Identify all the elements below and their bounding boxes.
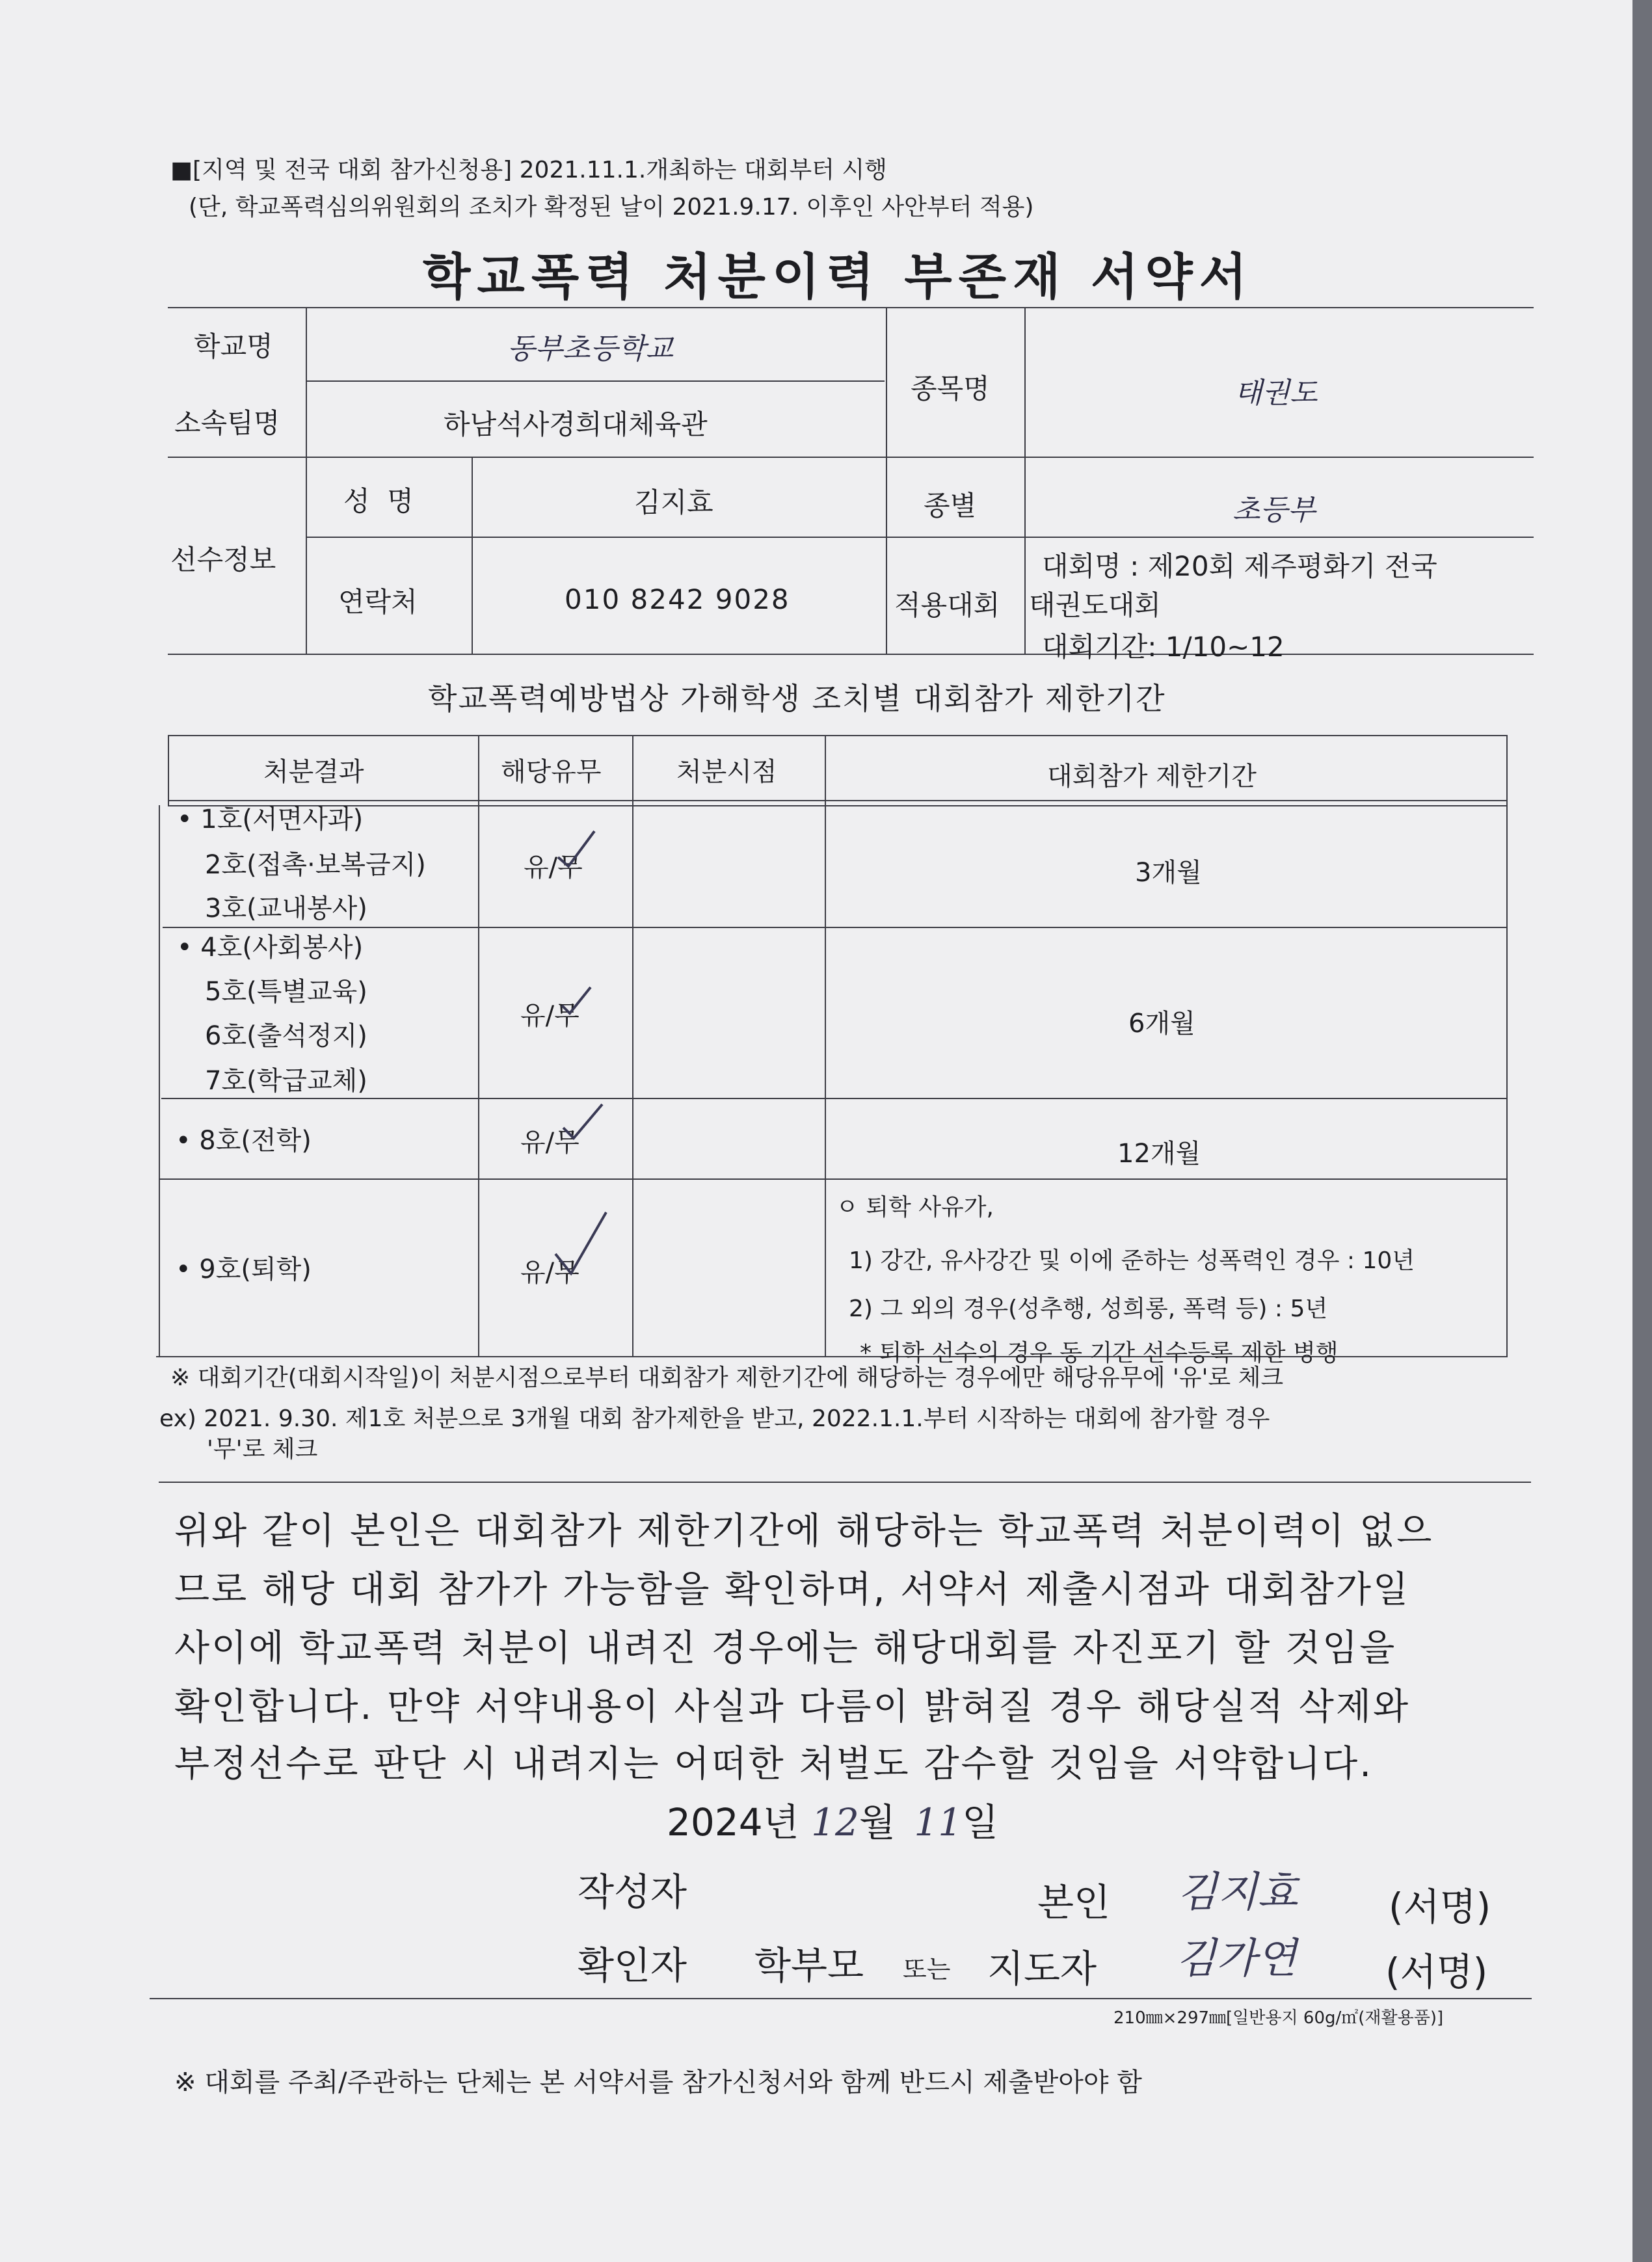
col-header-result: 처분결과	[263, 757, 364, 787]
parent-label: 학부모	[754, 1943, 864, 1988]
coach-label: 지도자	[987, 1947, 1097, 1991]
row2-result-line4: 7호(학급교체)	[205, 1066, 367, 1096]
header-line-1: ■[지역 및 전국 대회 참가신청용] 2021.11.1.개최하는 대회부터 시행	[170, 157, 887, 183]
date-year: 2024	[667, 1800, 763, 1844]
col-header-disposition-date: 처분시점	[676, 757, 777, 787]
note-1: ※ 대회기간(대회시작일)이 처분시점으로부터 대회참가 제한기간에 해당하는 경우에만 해당유무에 '유'로 체크	[170, 1364, 1284, 1391]
event-label: 종목명	[911, 373, 990, 405]
pledge-line-1: 위와 같이 본인은 대회참가 제한기간에 해당하는 학교폭력 처분이력이 없으	[174, 1510, 1434, 1552]
row1-result-line2: 2호(접촉·보복금지)	[205, 850, 426, 880]
row1-yes-no: 유/무	[524, 853, 583, 883]
row4-yes-no: 유/무	[520, 1258, 580, 1288]
writer-label: 작성자	[578, 1870, 687, 1914]
row2-result-line1: • 4호(사회봉사)	[177, 933, 364, 963]
self-label: 본인	[1037, 1880, 1111, 1924]
row4-period-line1: ㅇ 퇴학 사유가,	[836, 1194, 994, 1221]
competition-label: 적용대회	[894, 589, 1000, 621]
note-3: '무'로 체크	[207, 1436, 318, 1463]
self-sign-mark: (서명)	[1389, 1885, 1491, 1929]
pledge-line-2: 므로 해당 대회 참가가 가능함을 확인하며, 서약서 제출시점과 대회참가일	[174, 1569, 1411, 1611]
date-day-suffix: 일	[962, 1800, 999, 1844]
competition-name-line1: 대회명 : 제20회 제주평화기 전국	[1042, 550, 1437, 582]
name-label: 성 명	[343, 485, 414, 517]
coach-sign-mark: (서명)	[1385, 1950, 1488, 1994]
row3-check-mark	[561, 1099, 606, 1145]
division-label: 종별	[924, 490, 977, 522]
competition-name-line2: 태권도대회	[1029, 589, 1161, 621]
row4-check-mark	[552, 1208, 610, 1280]
event-value: 태권도	[1234, 377, 1318, 410]
footer-note: ※ 대회를 주최/주관하는 단체는 본 서약서를 참가신청서와 함께 반드시 제출받아야 함	[174, 2068, 1142, 2097]
date-year-suffix: 년	[762, 1800, 799, 1844]
self-signature: 김지효	[1177, 1869, 1298, 1917]
team-label: 소속팀명	[174, 407, 280, 439]
row1-check-mark	[554, 827, 600, 873]
coach-signature: 김가연	[1176, 1935, 1297, 1983]
row1-result-line1: • 1호(서면사과)	[177, 805, 364, 834]
date-day: 11	[914, 1800, 963, 1844]
row4-period-line4: * 퇴학 선수의 경우 동 기간 선수등록 제한 병행	[860, 1340, 1339, 1366]
restriction-subtitle: 학교폭력예방법상 가해학생 조치별 대회참가 제한기간	[428, 681, 1166, 716]
competition-period: 대회기간: 1/10~12	[1042, 631, 1285, 663]
name-value: 김지효	[634, 486, 713, 518]
confirmer-label: 확인자	[578, 1943, 687, 1988]
col-header-restriction-period: 대회참가 제한기간	[1047, 762, 1257, 792]
row1-result-line3: 3호(교내봉사)	[205, 894, 367, 924]
row2-result-line2: 5호(특별교육)	[205, 977, 367, 1007]
row3-result: • 8호(전학)	[176, 1126, 312, 1156]
pledge-line-4: 확인합니다. 만약 서약내용이 사실과 다름이 밝혀질 경우 해당실적 삭제와	[174, 1686, 1411, 1728]
col-header-applicable: 해당유무	[501, 757, 602, 787]
pledge-line-3: 사이에 학교폭력 처분이 내려진 경우에는 해당대회를 자진포기 할 것임을	[174, 1627, 1397, 1670]
row2-yes-no: 유/무	[520, 1001, 580, 1031]
paper-spec: 210㎜×297㎜[일반용지 60g/㎡(재활용품)]	[1113, 2008, 1444, 2028]
date-month: 12	[811, 1800, 859, 1844]
contact-label: 연락처	[338, 586, 418, 618]
row3-yes-no: 유/무	[520, 1128, 580, 1158]
pledge-line-5: 부정선수로 판단 시 내려지는 어떠한 처벌도 감수할 것임을 서약합니다.	[174, 1743, 1373, 1785]
row4-period-line3: 2) 그 외의 경우(성추행, 성희롱, 폭력 등) : 5년	[849, 1296, 1328, 1322]
row2-result-line3: 6호(출석정지)	[205, 1021, 367, 1051]
row3-period: 12개월	[1117, 1139, 1201, 1169]
contact-value: 010 8242 9028	[565, 583, 790, 615]
row2-period: 6개월	[1128, 1009, 1195, 1039]
pledge-date	[667, 1792, 998, 1846]
team-value: 하남석사경희대체육관	[444, 408, 708, 440]
or-label: 또는	[903, 1955, 951, 1984]
row2-check-mark	[558, 982, 597, 1021]
player-info-label: 선수정보	[170, 544, 276, 576]
school-label: 학교명	[194, 330, 273, 362]
background-edge	[1632, 0, 1652, 2262]
note-2: ex) 2021. 9.30. 제1호 처분으로 3개월 대회 참가제한을 받고, 2022.1.1.부터 시작하는 대회에 참가할 경우	[159, 1405, 1270, 1432]
row4-result: • 9호(퇴학)	[176, 1255, 312, 1284]
row4-period-line2: 1) 강간, 유사강간 및 이에 준하는 성폭력인 경우 : 10년	[849, 1247, 1415, 1274]
school-value: 동부초등학교	[507, 332, 674, 366]
division-value: 초등부	[1232, 494, 1316, 527]
header-line-2: (단, 학교폭력심의위원회의 조치가 확정된 날이 2021.9.17. 이후인 사안부터 적용)	[189, 194, 1034, 220]
date-month-suffix: 월	[859, 1800, 896, 1844]
document-title: 학교폭력 처분이력 부존재 서약서	[423, 248, 1254, 306]
row1-period: 3개월	[1135, 858, 1202, 888]
